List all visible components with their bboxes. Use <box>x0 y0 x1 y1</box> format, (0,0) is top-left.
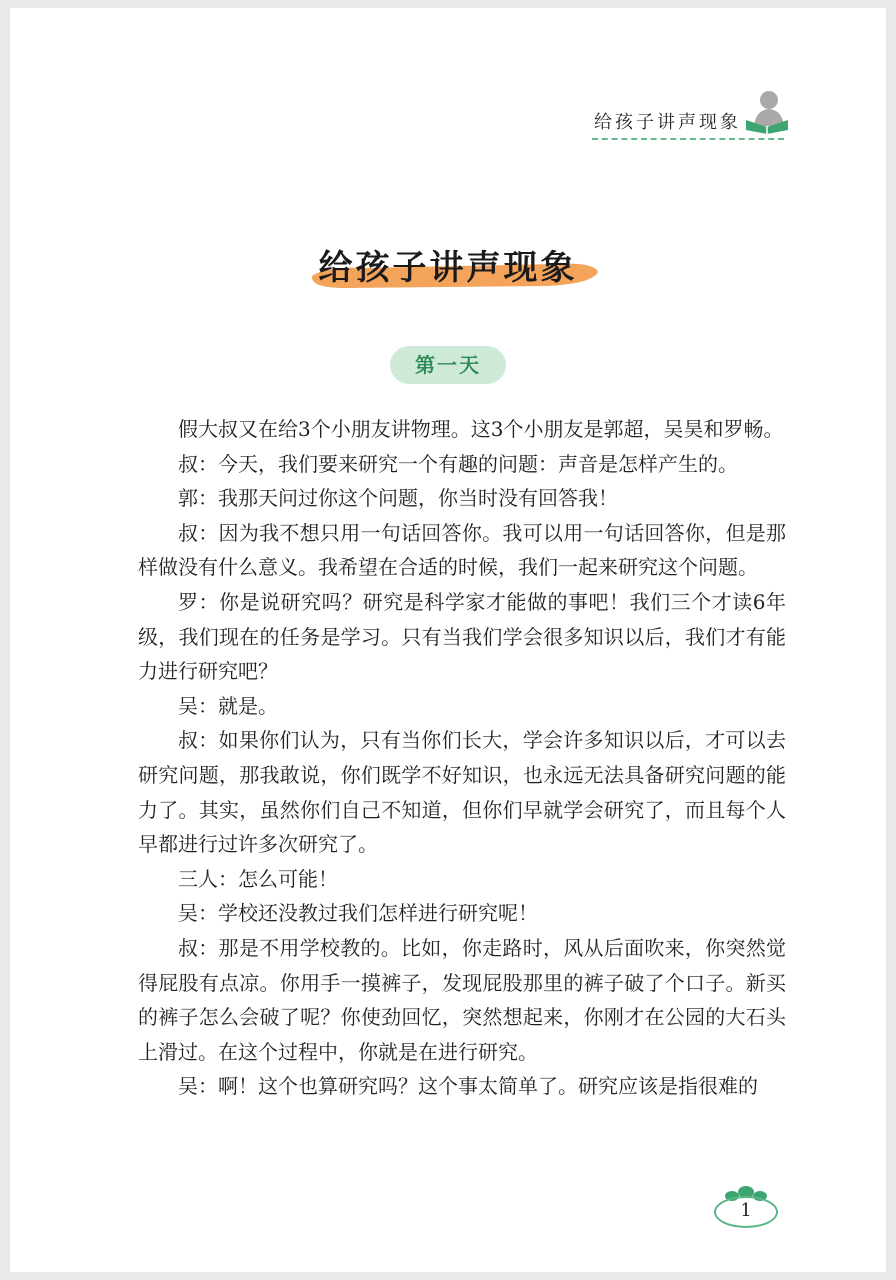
book-page <box>10 8 886 1272</box>
paragraph: 吴：就是。 <box>178 693 278 718</box>
paragraph: 吴：啊！这个也算研究吗？这个事太简单了。研究应该是指很难的 <box>178 1074 758 1099</box>
chapter-title: 给孩子讲声现象 <box>318 248 578 288</box>
paragraph: 叔：因为我不想只用一句话回答你。我可以用一句话回答你，但是那样做没有什么意义。我希望在合适的时候，我们一起来研究这个问题。 <box>138 520 786 580</box>
paragraph: 叔：那是不用学校教的。比如，你走路时，风从后面吹来，你突然觉得屁股有点凉。你用手一摸裤子，发现屁股那里的裤子破了个口子。新买的裤子怎么会破了呢？你使劲回忆，突然想起来，你刚才在公园的大石头上滑过。在这个过程中，你就是在进行研究。 <box>138 935 786 1064</box>
paragraph: 叔：今天，我们要来研究一个有趣的问题：声音是怎样产生的。 <box>178 451 738 476</box>
running-header <box>580 104 790 144</box>
paragraph: 罗：你是说研究吗？研究是科学家才能做的事吧！我们三个才读6年级，我们现在的任务是学习。只有当我们学会很多知识以后，我们才有能力进行研究吧？ <box>138 589 786 684</box>
page-number: 1 <box>740 1200 752 1221</box>
section-label: 第一天 <box>390 346 506 384</box>
paragraph: 三人：怎么可能！ <box>178 866 338 891</box>
page-number-badge <box>712 1184 782 1230</box>
reader-book-icon <box>744 90 790 134</box>
paragraph: 吴：学校还没教过我们怎样进行研究呢！ <box>178 901 538 926</box>
body-text <box>138 412 786 1104</box>
paragraph: 郭：我那天问过你这个问题，你当时没有回答我！ <box>178 486 618 511</box>
running-title: 给孩子讲声现象 <box>594 112 741 133</box>
chapter-title-block <box>10 238 886 298</box>
paragraph: 叔：如果你们认为，只有当你们长大，学会许多知识以后，才可以去研究问题，那我敢说，你们既学不好知识，也永远无法具备研究问题的能力了。其实，虽然你们自己不知道，但你们早就学会研究了，而且每个人早都进行过许多次研究了。 <box>138 728 786 857</box>
header-dashed-rule <box>592 138 784 140</box>
paragraph: 假大叔又在给3个小朋友讲物理。这3个小朋友是郭超，吴昊和罗畅。 <box>178 417 784 441</box>
